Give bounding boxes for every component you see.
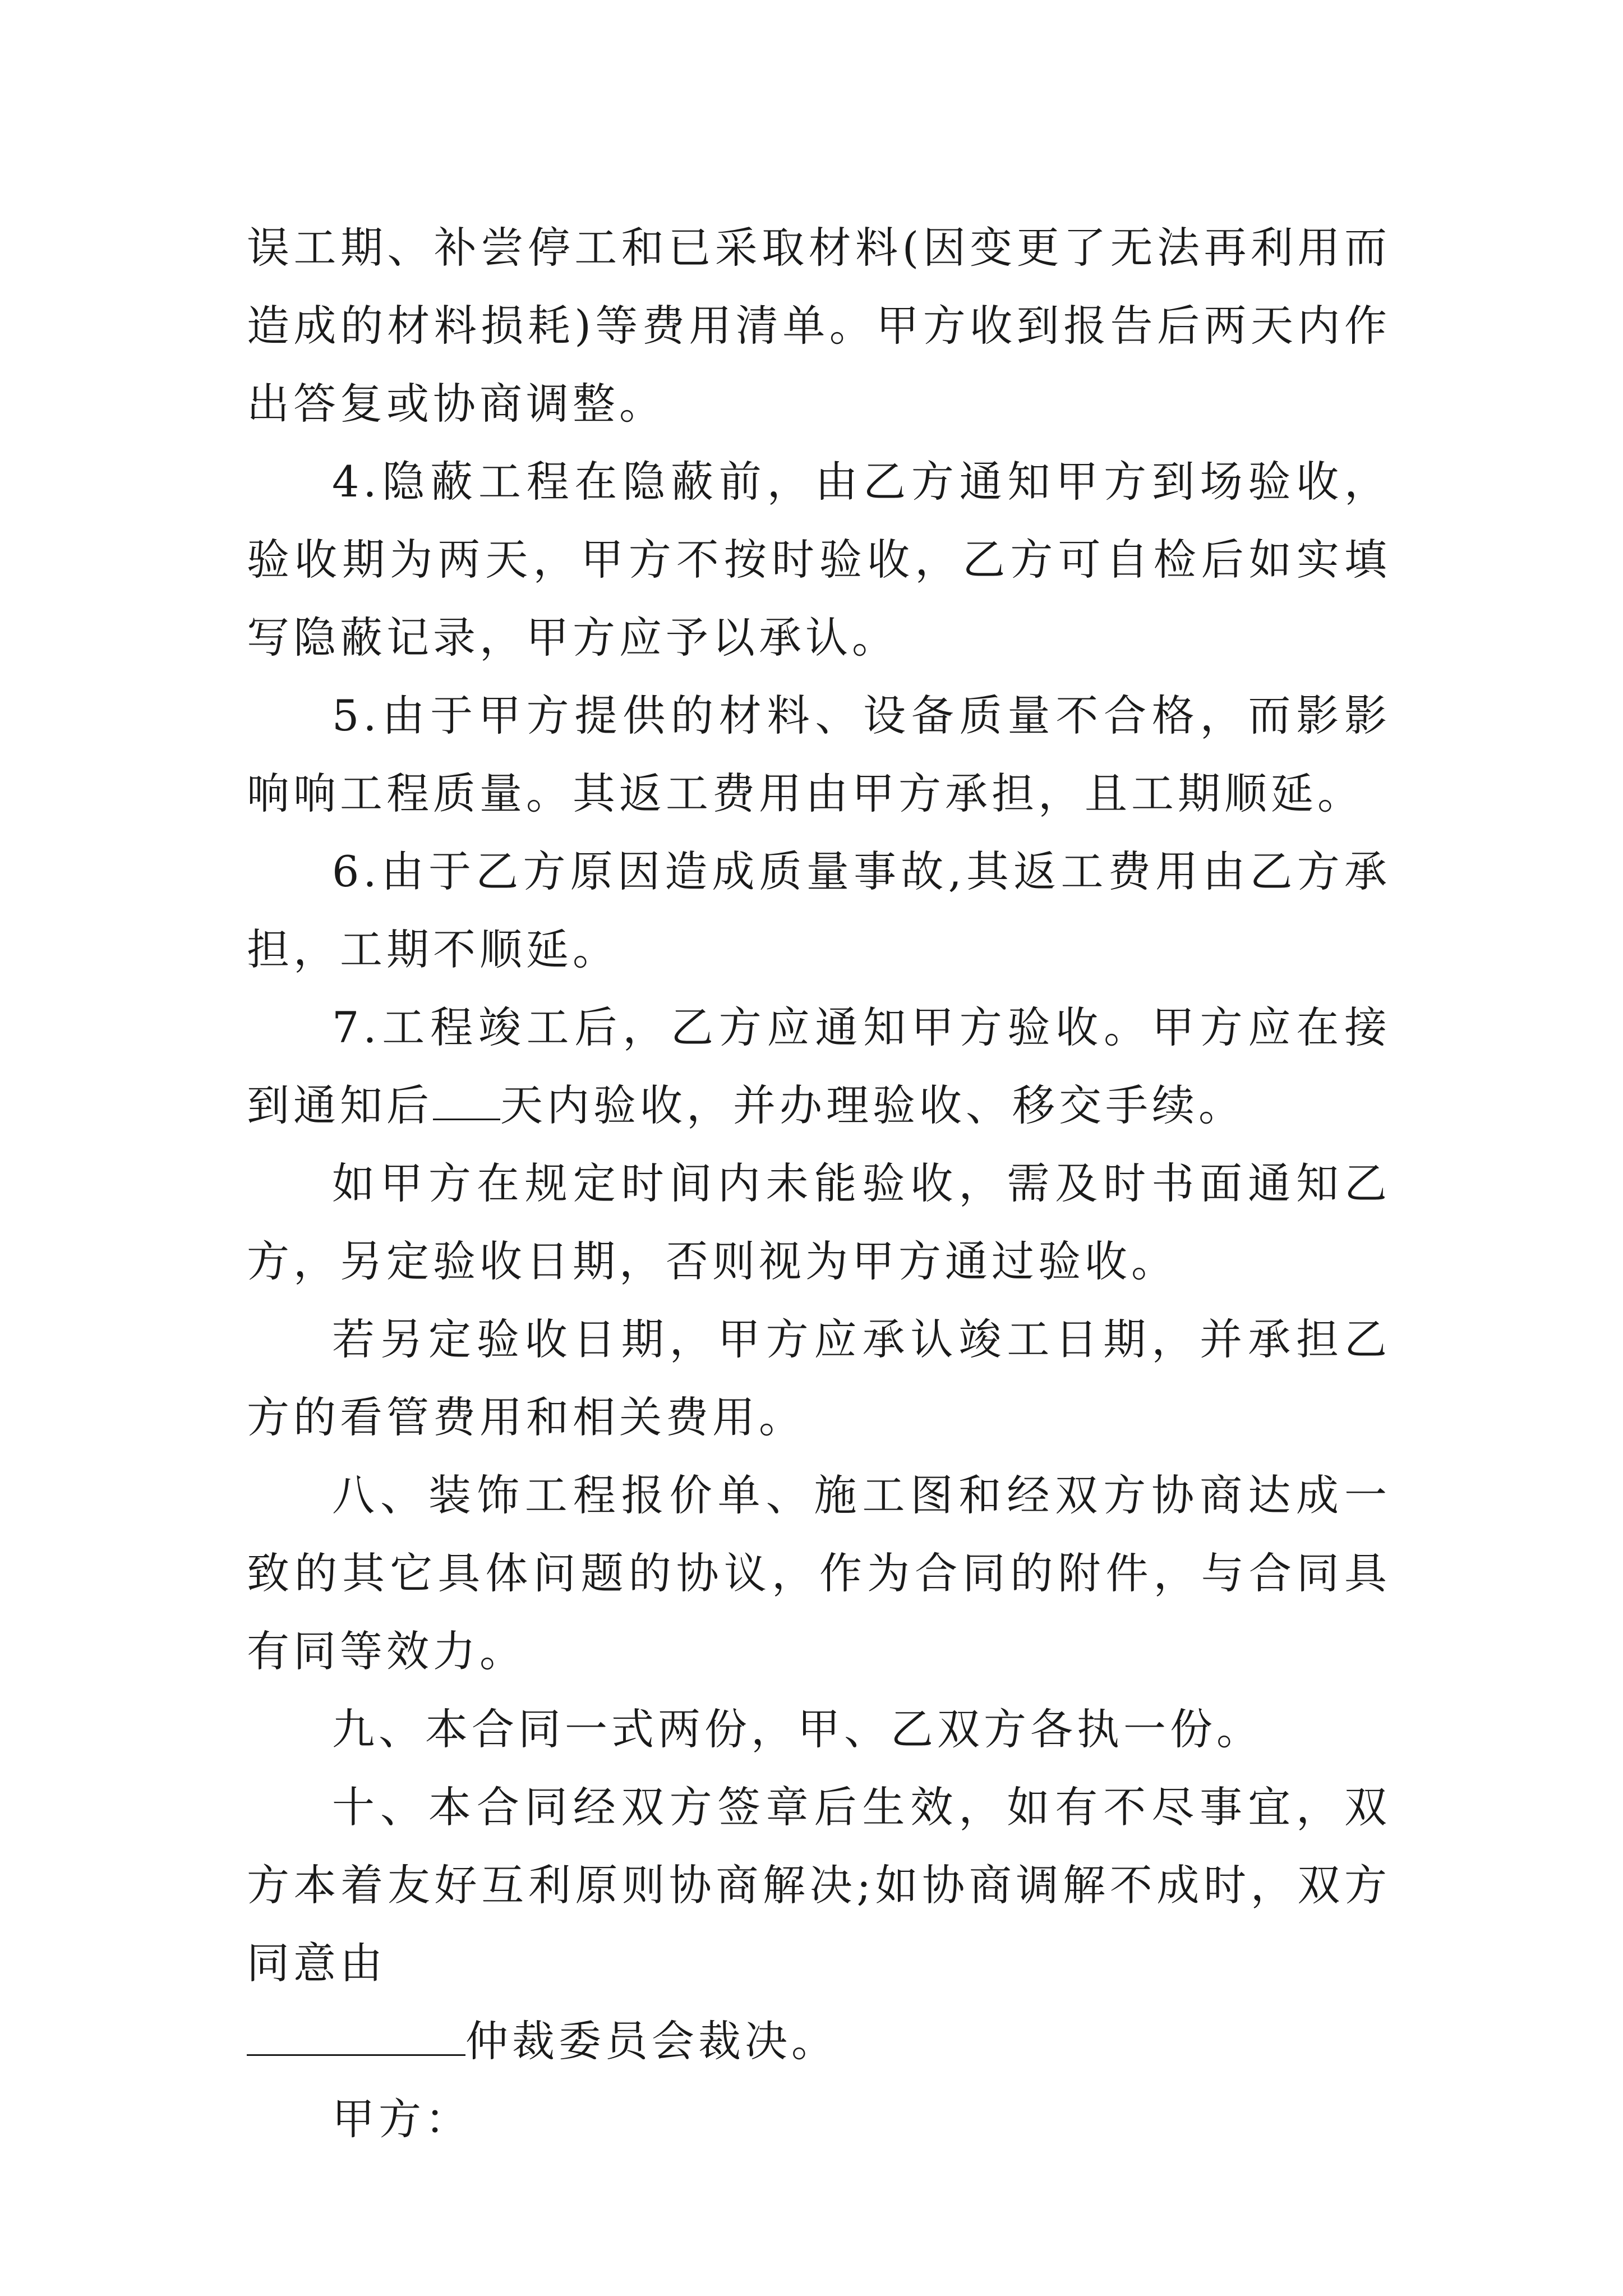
arbitration-text: 仲裁委员会裁决。 <box>465 2016 838 2066</box>
contract-body <box>247 209 1391 2158</box>
paragraph-clause-5-party-a-materials: 5.由于甲方提供的材料、设备质量不合格，而影影响响工程质量。其返工费用由甲方承担，且工期顺延。 <box>247 691 1391 818</box>
paragraph-article-10-effectiveness: 十、本合同经双方签章后生效，如有不尽事宜，双方本着友好互利原则协商解决;如协商调解不成时，双方同意由 <box>247 1782 1391 1988</box>
paragraph-clause-7-completion-acceptance <box>247 988 1391 1144</box>
paragraph-article-8-attachments: 八、装饰工程报价单、施工图和经双方协商达成一致的其它具体问题的协议，作为合同的附件，与合同具有同等效力。 <box>247 1470 1391 1676</box>
arbitration-committee-fill-in-blank[interactable] <box>247 2021 465 2056</box>
paragraph-clause-4-concealed-works: 4.隐蔽工程在隐蔽前，由乙方通知甲方到场验收，验收期为两天，甲方不按时验收，乙方可自检后如实填写隐蔽记录，甲方应予以承认。 <box>247 457 1391 662</box>
paragraph-delay-cost-clause: 误工期、补尝停工和已采取材料(因变更了无法再利用而造成的材料损耗)等费用清单。甲方收到报告后两天内作出答复或协商调整。 <box>247 223 1391 429</box>
paragraph-acceptance-reschedule: 若另定验收日期，甲方应承认竣工日期，并承担乙方的看管费用和相关费用。 <box>247 1314 1391 1442</box>
clause-7-text-before-blank: 7.工程竣工后，乙方应通知甲方验收。甲方应在接到通知后 <box>247 1002 1391 1130</box>
party-a-signature-label: 甲方： <box>332 2094 472 2144</box>
clause-7-text-after-blank: 天内验收，并办理验收、移交手续。 <box>500 1080 1245 1130</box>
paragraph-acceptance-notice: 如甲方在规定时间内未能验收，需及时书面通知乙方，另定验收日期，否则视为甲方通过验收。 <box>247 1158 1391 1286</box>
paragraph-arbitration-line <box>247 2002 1391 2080</box>
days-fill-in-blank[interactable] <box>433 1085 500 1120</box>
paragraph-article-9-copies: 九、本合同一式两份，甲、乙双方各执一份。 <box>332 1704 1263 1754</box>
paragraph-clause-6-party-b-quality: 6.由于乙方原因造成质量事故,其返工费用由乙方承担，工期不顺延。 <box>247 846 1391 974</box>
